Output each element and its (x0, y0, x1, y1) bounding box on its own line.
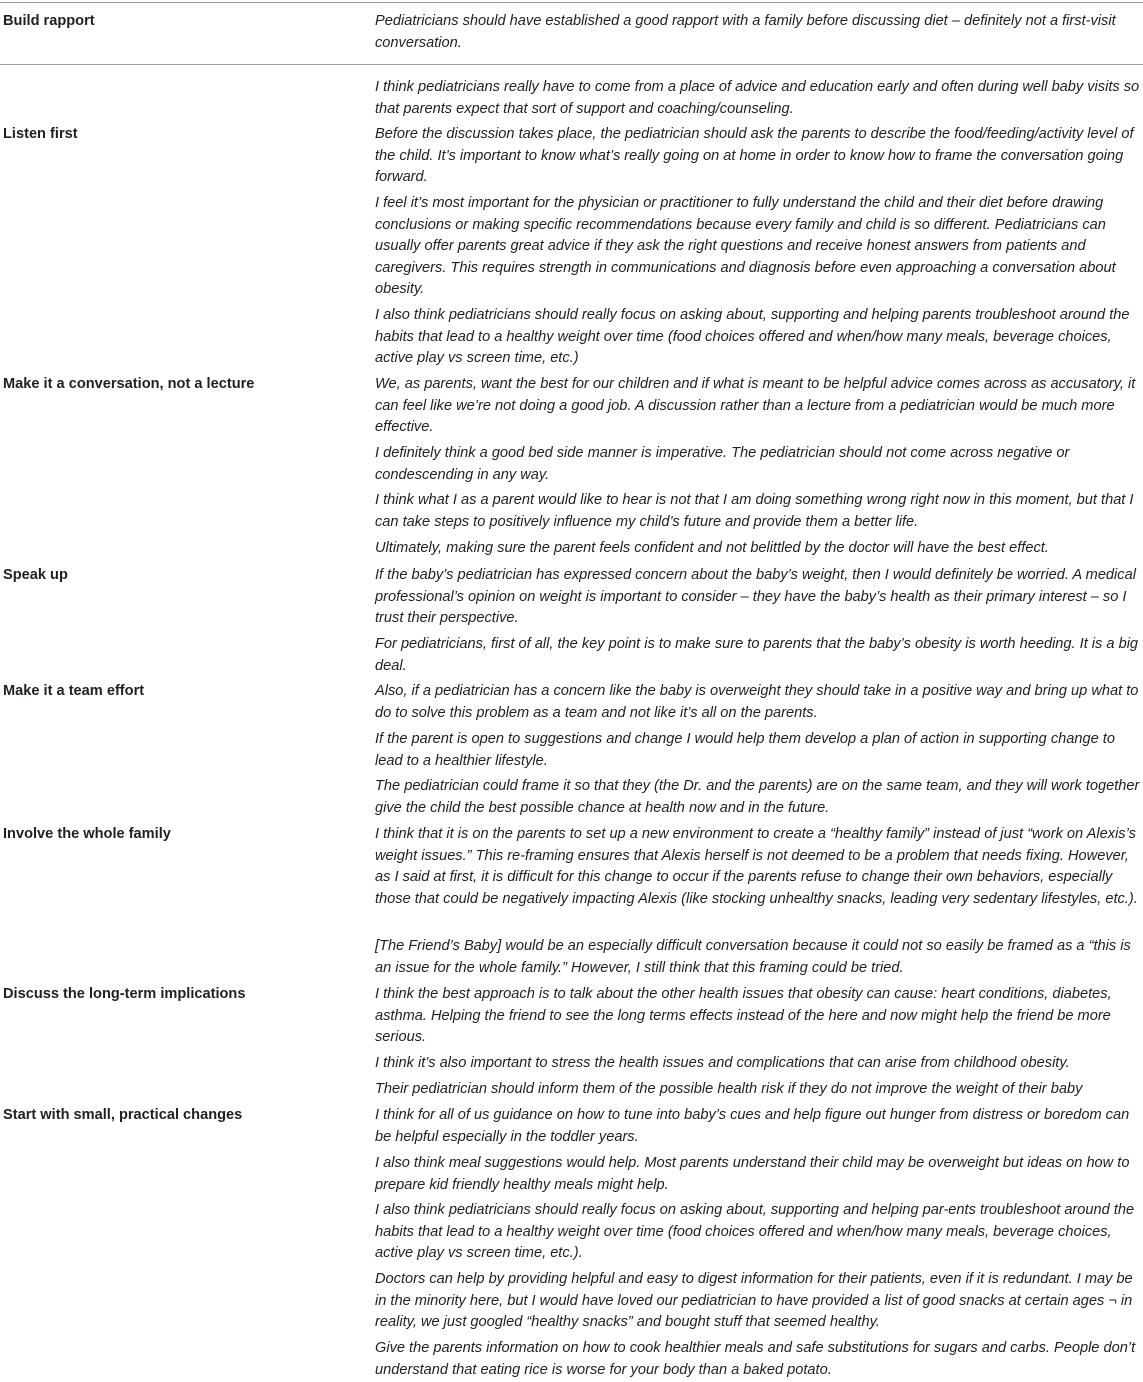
theme-label: Listen first (3, 126, 78, 142)
theme-label: Involve the whole family (3, 826, 171, 842)
quote-text: I also think pediatricians should really focus on asking about, supporting and helping parents troubleshoot around the habits that lead to a healthy weight over time (food choices offered and when/how many meals, beverage choices, active play vs screen time, etc.) (375, 307, 1130, 366)
quote-text: I think what I as a parent would like to hear is not that I am doing something wrong right now in this moment, but that I can take steps to positively influence my child’s future and provide them a better life. (375, 492, 1134, 530)
quote-text: I also think meal suggestions would help. Most parents understand their child may be overweight but ideas on how to prepare kid friendly healthy meals might help. (375, 1155, 1130, 1193)
theme-label: Make it a conversation, not a lecture (3, 376, 255, 392)
quote-text: The pediatrician could frame it so that they (the Dr. and the parents) are on the same team, and they will work together give the child the best possible chance at health now and in the future. (375, 778, 1140, 816)
quote-text: I think it’s also important to stress the health issues and complications that can arise from childhood obesity. (375, 1055, 1070, 1071)
theme-label: Build rapport (3, 13, 95, 29)
quote-text: Give the parents information on how to cook healthier meals and safe substitutions for sugars and carbs. People don’t understand that eating rice is worse for your body than a baked potato. (375, 1340, 1136, 1378)
theme-label: Speak up (3, 567, 68, 583)
quote-text: Their pediatrician should inform them of the possible health risk if they do not improve the weight of their baby (375, 1081, 1083, 1097)
quote-text: If the baby’s pediatrician has expressed concern about the baby’s weight, then I would definitely be worried. A medical professional’s opinion on weight is important to consider – they have the baby’s health as their primary interest – so I trust their perspective. (375, 567, 1136, 626)
table-top-rule (0, 2, 1143, 3)
quote-text: We, as parents, want the best for our children and if what is meant to be helpful advice comes across as accusatory, it can feel like we’re not doing a good job. A discussion rather than a lecture from a pediatrician would be much more effective. (375, 376, 1136, 435)
quote-text: I definitely think a good bed side manner is imperative. The pediatrician should not come across negative or condescending in any way. (375, 445, 1070, 483)
quote-text: I think that it is on the parents to set up a new environment to create a “healthy family” instead of just “work on Alexis’s weight issues.” This re-framing ensures that Alexis herself is not deemed to be a problem that needs fixing. However, as I said at first, it is difficult for this change to occur if the parents refuse to change their own behaviors, especially those that could be negatively impacting Alexis (like stocking unhealthy snacks, leading very sedentary lifestyles, etc.). (375, 826, 1138, 907)
quote-text: I feel it’s most important for the physician or practitioner to fully understand the child and their diet before drawing conclusions or making specific recommendations because every family and child is so different. Pediatricians can usually offer parents great advice if they ask the right questions and receive honest answers from patients and caregivers. This requires strength in communications and diagnosis before even approaching a conversation about obesity. (375, 195, 1116, 297)
quote-text: [The Friend’s Baby] would be an especially difficult conversation because it could not so easily be framed as a “this is an issue for the whole family.” However, I still think that this framing could be tried. (375, 938, 1131, 976)
quote-text: For pediatricians, first of all, the key point is to make sure to parents that the baby’s obesity is worth heeding. It is a big deal. (375, 636, 1139, 674)
quote-text: Pediatricians should have established a good rapport with a family before discussing diet – definitely not a first-visit conversation. (375, 13, 1116, 51)
table-header-rule (0, 64, 1143, 65)
theme-label: Discuss the long-term implications (3, 986, 246, 1002)
quote-text: Also, if a pediatrician has a concern like the baby is overweight they should take in a positive way and bring up what to do to solve this problem as a team and not like it’s all on the parents. (375, 683, 1139, 721)
quote-text: Before the discussion takes place, the pediatrician should ask the parents to describe the food/feeding/activity level of the child. It’s important to know what’s really going on at home in order to know how to frame the conversation going forward. (375, 126, 1134, 185)
theme-label: Start with small, practical changes (3, 1107, 243, 1123)
quote-text: I also think pediatricians should really focus on asking about, supporting and helping par-ents troubleshoot around the habits that lead to a healthy weight over time (food choices offered and when/how many meals, beverage choices, active play vs screen time, etc.). (375, 1202, 1135, 1261)
quote-text: I think for all of us guidance on how to tune into baby’s cues and help figure out hunger from distress or boredom can be helpful especially in the toddler years. (375, 1107, 1130, 1145)
quote-text: I think pediatricians really have to come from a place of advice and education early and often during well baby visits so that parents expect that sort of support and coaching/counseling. (375, 79, 1140, 117)
quote-text: Ultimately, making sure the parent feels confident and not belittled by the doctor will have the best effect. (375, 540, 1049, 556)
quote-text: I think the best approach is to talk about the other health issues that obesity can cause: heart conditions, diabetes, asthma. Helping the friend to see the long terms effects instead of the here and now might help the friend be more serious. (375, 986, 1112, 1045)
theme-label: Make it a team effort (3, 683, 145, 699)
quote-text: If the parent is open to suggestions and change I would help them develop a plan of action in supporting change to lead to a healthier lifestyle. (375, 731, 1115, 769)
quote-text: Doctors can help by providing helpful and easy to digest information for their patients, even if it is redundant. I may be in the minority here, but I would have loved our pediatrician to have provided a list of good snacks at certain ages ¬ in reality, we just googled “healthy snacks” and bought stuff that seemed healthy. (375, 1271, 1133, 1330)
